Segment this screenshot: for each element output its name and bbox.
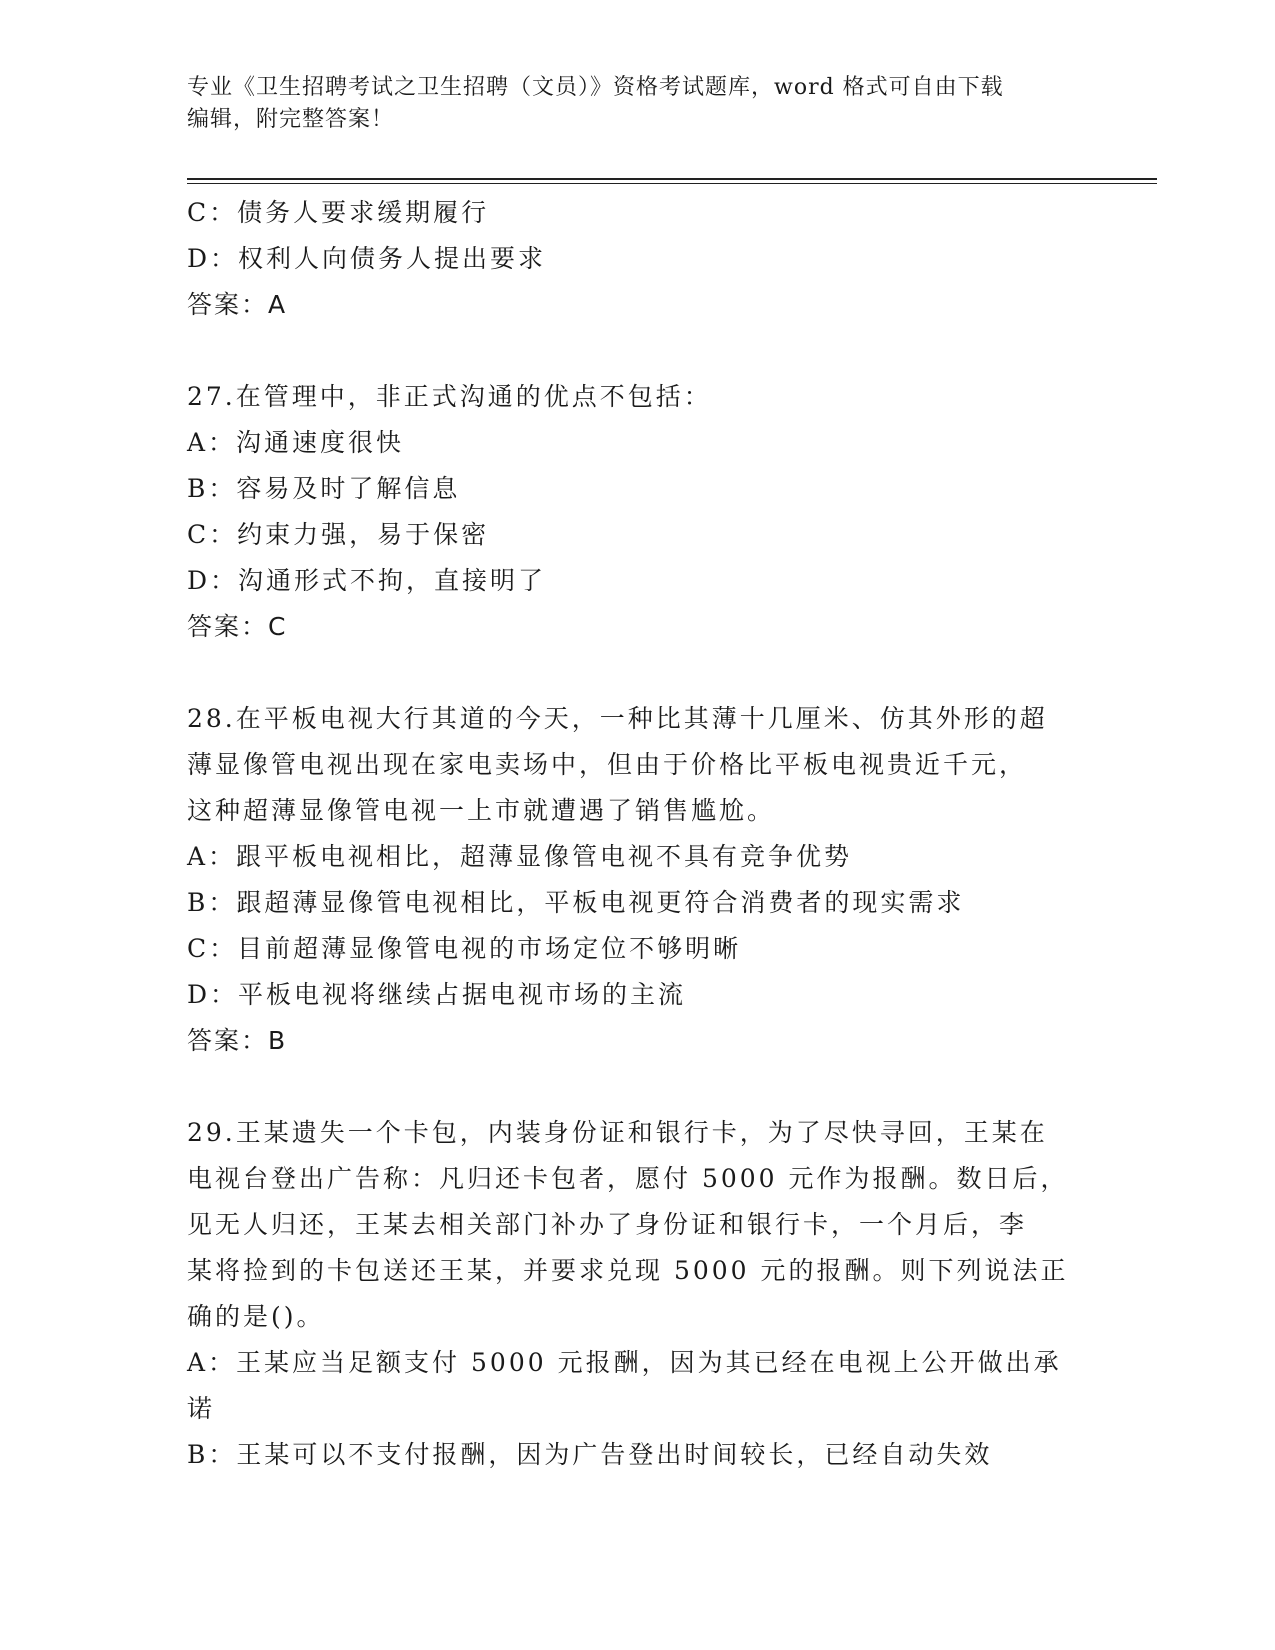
option-c: C：目前超薄显像管电视的市场定位不够明晰 bbox=[187, 934, 742, 963]
option-c: C：债务人要求缓期履行 bbox=[187, 198, 490, 227]
header-title-line-1: 专业《卫生招聘考试之卫生招聘（文员）》资格考试题库，word 格式可自由下载 bbox=[187, 75, 1004, 100]
question-text-line-5: 确的是()。 bbox=[187, 1302, 325, 1331]
question-text: 27.在管理中，非正式沟通的优点不包括： bbox=[187, 382, 712, 411]
option-a: A：王某应当足额支付 5000 元报酬，因为其已经在电视上公开做出承 bbox=[187, 1348, 1062, 1377]
question-27 bbox=[187, 374, 1087, 650]
question-text-line-3: 见无人归还，王某去相关部门补办了身份证和银行卡，一个月后，李 bbox=[187, 1210, 1028, 1239]
spacer bbox=[187, 328, 1087, 374]
option-b: B：容易及时了解信息 bbox=[187, 474, 461, 503]
answer-label: 答案：C bbox=[187, 612, 288, 641]
option-a-continuation: 诺 bbox=[187, 1394, 216, 1423]
document-header bbox=[187, 72, 1087, 136]
spacer bbox=[187, 1064, 1087, 1110]
option-b: B：王某可以不支付报酬，因为广告登出时间较长，已经自动失效 bbox=[187, 1440, 993, 1469]
question-text-line-1: 29.王某遗失一个卡包，内装身份证和银行卡，为了尽快寻回，王某在 bbox=[187, 1118, 1048, 1147]
option-d: D：权利人向债务人提出要求 bbox=[187, 244, 547, 273]
question-29 bbox=[187, 1110, 1087, 1478]
option-d: D：平板电视将继续占据电视市场的主流 bbox=[187, 980, 687, 1009]
option-b: B：跟超薄显像管电视相比，平板电视更符合消费者的现实需求 bbox=[187, 888, 965, 917]
question-text-line-1: 28.在平板电视大行其道的今天，一种比其薄十几厘米、仿其外形的超 bbox=[187, 704, 1048, 733]
option-c: C：约束力强，易于保密 bbox=[187, 520, 490, 549]
question-28 bbox=[187, 696, 1087, 1064]
question-list bbox=[187, 190, 1087, 1478]
header-divider-thick bbox=[187, 178, 1157, 180]
option-d: D：沟通形式不拘，直接明了 bbox=[187, 566, 547, 595]
question-text-line-2: 电视台登出广告称：凡归还卡包者，愿付 5000 元作为报酬。数日后， bbox=[187, 1164, 1069, 1193]
question-text-line-2: 薄显像管电视出现在家电卖场中，但由于价格比平板电视贵近千元， bbox=[187, 750, 1028, 779]
question-text-line-3: 这种超薄显像管电视一上市就遭遇了销售尴尬。 bbox=[187, 796, 776, 825]
header-title-line-2: 编辑，附完整答案！ bbox=[187, 107, 395, 132]
spacer bbox=[187, 650, 1087, 696]
answer-label: 答案：B bbox=[187, 1026, 288, 1055]
answer-label: 答案：A bbox=[187, 290, 288, 319]
question-26-tail bbox=[187, 190, 1087, 328]
option-a: A：沟通速度很快 bbox=[187, 428, 405, 457]
option-a: A：跟平板电视相比，超薄显像管电视不具有竞争优势 bbox=[187, 842, 853, 871]
question-text-line-4: 某将捡到的卡包送还王某，并要求兑现 5000 元的报酬。则下列说法正 bbox=[187, 1256, 1069, 1285]
header-divider-thin bbox=[187, 183, 1157, 184]
